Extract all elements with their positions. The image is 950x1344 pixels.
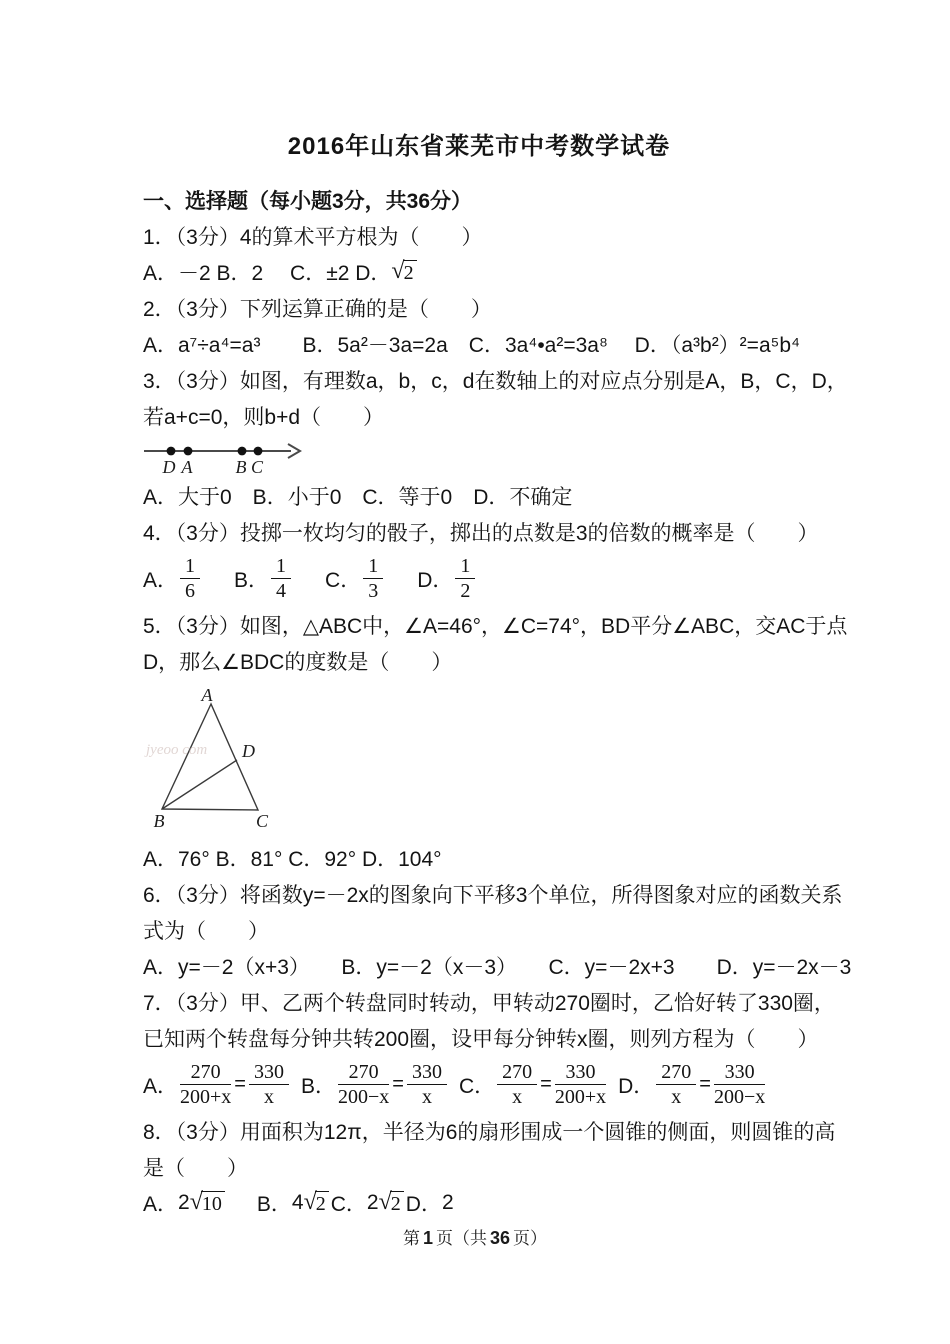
coefficient: 2 (178, 1191, 190, 1214)
option-c (459, 1061, 608, 1109)
question-2-stem (143, 290, 815, 326)
fraction (555, 1061, 606, 1109)
point-c-label: C (250, 457, 264, 477)
option-c (331, 1188, 404, 1218)
fraction (338, 1061, 389, 1109)
option-b (234, 555, 293, 603)
equals-sign: = (392, 1073, 404, 1095)
numberline-figure (143, 436, 313, 478)
point-a-dot (184, 447, 193, 456)
triangle-figure (148, 687, 283, 836)
option-c-label: C． (325, 568, 362, 592)
coefficient: 4 (291, 1191, 304, 1214)
sqrt-expression (391, 257, 416, 285)
question-1-stem (143, 218, 815, 254)
radical-sign-icon: √ (303, 1188, 317, 1215)
fraction (271, 555, 291, 603)
option-a-label: A． (143, 1193, 179, 1216)
fraction-numerator: 330 (249, 1061, 289, 1085)
vertex-a-label: A (201, 687, 213, 705)
fraction-denominator: x (263, 1086, 274, 1108)
fraction-denominator: 6 (185, 580, 196, 602)
question-3-stem-text-1: 3．（3分）如图，有理数a，b，c，d在数轴上的对应点分别是A，B，C，D， (143, 370, 848, 393)
fraction-numerator: 270 (656, 1061, 696, 1085)
fraction-denominator: x (671, 1086, 682, 1108)
fraction-numerator: 1 (180, 555, 200, 579)
question-1 (143, 218, 815, 290)
fraction (656, 1061, 696, 1109)
footer-suffix: 页） (513, 1229, 548, 1248)
fraction (363, 555, 383, 603)
point-b-dot (238, 447, 247, 456)
point-c-dot (254, 447, 263, 456)
page-title: 2016年山东省莱芜市中考数学试卷 (287, 133, 671, 160)
fraction-denominator: 3 (368, 580, 379, 602)
point-a-label: A (181, 457, 193, 477)
coefficient: 2 (366, 1191, 379, 1214)
vertex-d-label: D (242, 741, 255, 761)
question-4 (143, 514, 819, 607)
question-3 (143, 362, 848, 514)
point-b-label: B (235, 457, 247, 477)
fraction-numerator: 1 (271, 555, 291, 579)
section-heading: 一、选择题（每小题3分，共36分） (143, 190, 473, 213)
question-3-stem-line-2 (143, 398, 815, 434)
footer-prefix: 第 (402, 1229, 420, 1248)
fraction (180, 555, 200, 603)
question-2-options (143, 326, 815, 362)
point-d-label: D (162, 457, 176, 477)
question-6-stem-text-2: 式为（ ） (143, 920, 269, 943)
question-7-stem-text-2: 已知两个转盘每分钟共转200圈，设甲每分钟转x圈，则列方程为（ ） (143, 1028, 819, 1051)
option-a-label: A． (143, 1074, 179, 1098)
fraction-numerator: 270 (338, 1061, 389, 1085)
fraction-denominator: 200−x (338, 1086, 390, 1108)
fraction-numerator: 330 (407, 1061, 447, 1085)
equals-sign: = (699, 1073, 711, 1095)
equals-sign: = (234, 1073, 246, 1095)
question-5 (143, 607, 848, 876)
question-8-stem-text-1: 8．（3分）用面积为12π，半径为6的扇形围成一个圆锥的侧面，则圆锥的高 (143, 1121, 836, 1144)
question-5-options-text: A．76° B．81° C．92° D．104° (143, 848, 442, 871)
question-5-stem-text-2: D，那么∠BDC的度数是（ ） (143, 651, 453, 674)
question-2 (143, 290, 815, 362)
option-a (143, 1188, 225, 1218)
radical-sign-icon: √ (378, 1188, 392, 1215)
question-6-options (143, 948, 852, 984)
question-3-options-text: A．大于0 B．小于0 C．等于0 D．不确定 (143, 486, 573, 509)
option-d (417, 555, 477, 603)
question-5-stem-text-1: 5．（3分）如图，△ABC中，∠A=46°，∠C=74°，BD平分∠ABC，交AC于点 (143, 615, 848, 638)
question-7-stem-text-1: 7．（3分）甲、乙两个转盘同时转动，甲转动270圈时，乙恰好转了330圈， (143, 992, 835, 1015)
option-b-label: B． (300, 1074, 336, 1098)
question-6-stem-line-2 (143, 912, 815, 948)
radicand: 2 (390, 1191, 404, 1216)
fraction-denominator: 200+x (180, 1086, 232, 1108)
fraction (497, 1061, 537, 1109)
question-1-options (143, 254, 815, 290)
question-5-stem-line-2 (143, 643, 815, 679)
question-5-options (143, 840, 815, 876)
watermark: jyeoo com (146, 742, 208, 758)
footer-total-pages: 36 (489, 1228, 511, 1248)
option-c-label: C． (330, 1193, 367, 1216)
option-b-label: B． (256, 1193, 292, 1216)
question-8-stem-line-2 (143, 1149, 815, 1185)
question-4-options (143, 550, 815, 607)
question-6-options-text: A．y=－2（x+3） B．y=－2（x－3） C．y=－2x+3 D．y=－2x－3 (143, 956, 852, 979)
question-6-stem-text-1: 6．（3分）将函数y=－2x的图象向下平移3个单位，所得图象对应的函数关系 (143, 884, 843, 907)
fraction-denominator: 200+x (554, 1086, 607, 1108)
fraction-denominator: x (512, 1086, 523, 1108)
fraction-numerator: 1 (363, 555, 383, 579)
question-7-options (143, 1056, 815, 1113)
option-a (143, 555, 202, 603)
question-4-stem (143, 514, 819, 550)
question-7-stem-line-2 (143, 1020, 819, 1056)
option-d-label: D． (405, 1193, 442, 1216)
fraction-denominator: 2 (460, 580, 471, 602)
fraction-denominator: 4 (276, 580, 287, 602)
option-c (325, 555, 385, 603)
question-2-options-text: A．a⁷÷a⁴=a³ B．5a²－3a=2a C．3a⁴•a²=3a⁸ D．（a³b²）²=a⁵b⁴ (143, 334, 801, 357)
page-footer (0, 1224, 950, 1249)
question-3-options (143, 478, 815, 514)
question-3-stem-text-2: 若a+c=0，则b+d（ ） (143, 406, 385, 429)
radical-sign-icon: √ (391, 257, 405, 284)
fraction-denominator: x (421, 1086, 432, 1108)
option-b (301, 1061, 449, 1109)
fraction-denominator: 200−x (713, 1086, 766, 1108)
question-1-stem-text: 1．（3分）4的算术平方根为（ ） (143, 226, 483, 249)
option-a-label: A． (143, 568, 179, 592)
radicand: 2 (315, 1191, 329, 1216)
sqrt-expression (378, 1188, 404, 1216)
coefficient: 2 (441, 1191, 454, 1214)
question-2-stem-text: 2．（3分）下列运算正确的是（ ） (143, 298, 492, 321)
option-c-label: C． (458, 1074, 496, 1098)
vertex-b-label: B (153, 811, 165, 831)
fraction (180, 1061, 231, 1109)
option-d (406, 1188, 454, 1218)
question-8-stem-line-1 (143, 1113, 836, 1149)
fraction-numerator: 330 (714, 1061, 765, 1085)
question-4-stem-text: 4．（3分）投掷一枚均匀的骰子，掷出的点数是3的倍数的概率是（ ） (143, 522, 819, 545)
fraction (249, 1061, 289, 1109)
sqrt-expression (303, 1188, 329, 1216)
question-6 (143, 876, 852, 984)
option-d-label: D． (618, 1074, 655, 1098)
question-1-options-text: A．－2 B．2 C．±2 D． (143, 262, 392, 285)
footer-mid: 页（共 (435, 1229, 487, 1248)
fraction (407, 1061, 447, 1109)
question-7-stem-line-1 (143, 984, 835, 1020)
question-5-stem-line-1 (143, 607, 848, 643)
radical-sign-icon: √ (189, 1188, 203, 1215)
question-6-stem-line-1 (143, 876, 843, 912)
question-8-stem-text-2: 是（ ） (143, 1157, 248, 1180)
option-b-label: B． (234, 568, 270, 592)
fraction-numerator: 270 (180, 1061, 231, 1085)
radicand: 2 (403, 260, 417, 285)
footer-page-number: 1 (422, 1228, 433, 1248)
option-a (143, 1061, 291, 1109)
vertex-c-label: C (255, 811, 269, 831)
sqrt-expression (189, 1188, 225, 1216)
radicand: 10 (201, 1191, 225, 1216)
question-3-stem-line-1 (143, 362, 848, 398)
point-d-dot (167, 447, 176, 456)
fraction-numerator: 1 (455, 555, 475, 579)
option-d (618, 1061, 767, 1109)
question-8 (143, 1113, 836, 1221)
question-8-options (143, 1185, 815, 1221)
equals-sign: = (540, 1073, 552, 1095)
fraction (714, 1061, 765, 1109)
fraction (455, 555, 475, 603)
fraction-numerator: 330 (555, 1061, 606, 1085)
option-b (257, 1188, 329, 1218)
option-d-label: D． (417, 568, 454, 592)
fraction-numerator: 270 (497, 1061, 537, 1085)
question-7 (143, 984, 835, 1113)
